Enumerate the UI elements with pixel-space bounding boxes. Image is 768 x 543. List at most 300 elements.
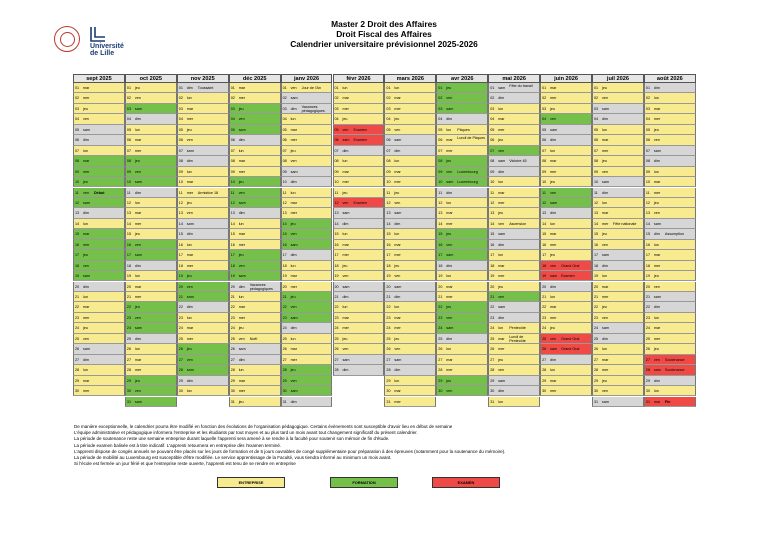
- day-cell: [229, 93, 281, 103]
- weekday-label: jeu: [602, 378, 607, 383]
- day-number: 11: [230, 190, 235, 195]
- weekday-label: sam: [134, 399, 142, 404]
- day-number: 27: [282, 357, 287, 362]
- weekday-label: mer: [134, 221, 142, 226]
- day-cell: [644, 376, 696, 386]
- day-cell: [333, 219, 385, 229]
- day-cell: [384, 302, 436, 312]
- day-cell: [125, 365, 177, 375]
- weekday-label: ven: [446, 315, 453, 320]
- day-number: 03: [75, 106, 80, 111]
- weekday-label: lun: [83, 221, 88, 226]
- weekday-label: mar: [290, 127, 297, 132]
- weekday-label: mer: [83, 169, 90, 174]
- weekday-label: dim: [238, 211, 245, 216]
- weekday-label: ven: [342, 127, 349, 132]
- day-number: 19: [490, 274, 495, 279]
- day-number: 05: [334, 127, 339, 132]
- day-number: 22: [542, 305, 547, 310]
- day-number: 03: [645, 106, 650, 111]
- day-number: 07: [645, 148, 650, 153]
- day-number: 05: [386, 127, 391, 132]
- weekday-label: jeu: [342, 263, 348, 268]
- day-number: 22: [438, 305, 443, 310]
- day-number: 26: [438, 347, 443, 352]
- day-cell: [436, 177, 488, 187]
- day-number: 12: [490, 200, 495, 205]
- weekday-label: mar: [83, 159, 90, 164]
- weekday-label: lun: [602, 347, 607, 352]
- event-label: Examen: [353, 138, 368, 143]
- weekday-label: ven: [83, 117, 89, 122]
- day-cell: [436, 93, 488, 103]
- weekday-label: jeu: [134, 378, 140, 383]
- day-number: 09: [230, 169, 235, 174]
- day-number: 26: [542, 347, 547, 352]
- day-number: 18: [438, 263, 443, 268]
- day-number: 18: [386, 263, 391, 268]
- weekday-label: sam: [134, 253, 142, 258]
- weekday-label: dim: [83, 211, 89, 216]
- day-number: 10: [178, 180, 183, 185]
- weekday-label: mar: [238, 86, 246, 90]
- day-number: 27: [594, 357, 599, 362]
- day-cell: [229, 376, 281, 386]
- weekday-label: mer: [498, 200, 505, 205]
- day-cell: [229, 198, 281, 208]
- weekday-label: sam: [342, 211, 350, 216]
- weekday-label: jeu: [446, 159, 452, 164]
- day-cell: [281, 376, 333, 386]
- weekday-label: sam: [290, 389, 298, 394]
- day-number: 12: [542, 200, 547, 205]
- weekday-label: sam: [83, 347, 90, 352]
- day-cell: [488, 219, 540, 229]
- note-line: La période de soutenance reste une semaine entreprise durant laquelle l'apprenti sera amené à se rendre à la faculté pour soutenir son mémoir de fin d'étude.: [74, 436, 390, 442]
- day-number: 21: [178, 295, 183, 299]
- weekday-label: lun: [238, 221, 244, 226]
- day-cell: [644, 323, 696, 333]
- event-label: Jour de l'An: [301, 86, 321, 90]
- day-number: 08: [438, 159, 443, 164]
- weekday-label: mer: [446, 295, 453, 299]
- day-cell: [281, 167, 333, 177]
- day-number: 09: [178, 169, 183, 174]
- day-cell: [488, 397, 540, 407]
- day-number: 05: [230, 127, 235, 132]
- day-cell: [125, 271, 177, 281]
- weekday-label: ven: [394, 274, 401, 279]
- month-column: [333, 74, 385, 420]
- event-label: Examen: [353, 127, 368, 132]
- weekday-label: mar: [653, 399, 661, 404]
- day-cell: [73, 104, 125, 114]
- day-cell: [229, 397, 281, 407]
- day-number: 24: [230, 326, 235, 331]
- weekday-label: mer: [238, 315, 246, 320]
- weekday-label: jeu: [602, 159, 607, 164]
- day-number: 23: [386, 315, 391, 320]
- weekday-label: jeu: [342, 117, 348, 122]
- weekday-label: ven: [83, 263, 89, 268]
- day-number: 31: [490, 399, 495, 404]
- day-number: 05: [645, 127, 650, 132]
- day-number: 10: [542, 180, 547, 185]
- day-number: 02: [282, 96, 287, 101]
- day-cell: [488, 271, 540, 281]
- day-cell: [436, 292, 488, 302]
- weekday-label: mar: [602, 357, 609, 362]
- note-line: La période examen balisée est à titre indicatif. L'apprenti retournera en entreprise dès l'examen terminé.: [74, 442, 282, 448]
- day-cell: [177, 344, 229, 354]
- weekday-label: jeu: [653, 200, 659, 205]
- day-cell: [73, 292, 125, 302]
- weekday-label: sam: [290, 242, 298, 247]
- day-cell: [177, 93, 229, 103]
- day-number: 10: [334, 180, 339, 185]
- day-number: 18: [334, 263, 339, 268]
- day-cell: [125, 146, 177, 156]
- day-cell: [73, 271, 125, 281]
- day-number: 20: [490, 284, 495, 289]
- day-number: 13: [334, 211, 339, 216]
- day-number: 11: [490, 190, 495, 195]
- day-cell: [281, 135, 333, 145]
- day-cell: [281, 250, 333, 260]
- day-cell: [384, 397, 436, 407]
- day-number: 18: [126, 263, 131, 268]
- weekday-label: mer: [550, 389, 557, 394]
- day-number: 22: [386, 305, 391, 310]
- day-number: 25: [438, 336, 443, 341]
- event-label: Pentecôte: [509, 326, 526, 331]
- day-cell: [73, 114, 125, 124]
- day-cell: [540, 323, 592, 333]
- day-cell: [644, 135, 696, 145]
- title-line-3: Calendrier universitaire prévisionnel 2025-2026: [290, 39, 478, 49]
- day-number: 12: [178, 200, 183, 205]
- weekday-label: mar: [550, 159, 557, 164]
- day-cell: [592, 282, 644, 292]
- legend-formation: FORMATION: [330, 477, 398, 488]
- event-label: Luxembourg: [457, 169, 478, 174]
- day-cell: [644, 93, 696, 103]
- weekday-label: ven: [498, 221, 505, 226]
- day-number: 19: [334, 274, 339, 279]
- weekday-label: mar: [342, 315, 349, 320]
- day-number: 01: [438, 86, 443, 90]
- day-number: 29: [438, 378, 443, 383]
- weekday-label: jeu: [498, 211, 504, 216]
- day-cell: [229, 146, 281, 156]
- weekday-label: dim: [550, 138, 557, 143]
- day-cell: [488, 125, 540, 135]
- day-number: 03: [490, 106, 495, 111]
- day-number: 30: [490, 389, 495, 394]
- day-number: 29: [230, 378, 235, 383]
- weekday-label: jeu: [394, 263, 400, 268]
- day-cell: [281, 229, 333, 239]
- day-number: 12: [230, 200, 235, 205]
- day-number: 15: [490, 232, 495, 237]
- day-cell: [73, 355, 125, 365]
- day-cell: [177, 313, 229, 323]
- weekday-label: ven: [290, 159, 297, 164]
- day-number: 16: [75, 242, 80, 247]
- weekday-label: jeu: [498, 357, 504, 362]
- day-number: 12: [438, 200, 443, 205]
- day-number: 23: [490, 315, 495, 320]
- day-cell: [73, 93, 125, 103]
- note-line: L'équipe administrative et pédagogique informera l'entreprise et les étudiants par tout moyen et au plus tard un mois avant tout changement significatif du présent calendrier.: [74, 430, 418, 436]
- day-number: 14: [542, 221, 547, 226]
- day-number: 30: [230, 389, 235, 394]
- day-number: 22: [178, 305, 183, 310]
- day-number: 01: [645, 86, 650, 90]
- day-cell: [488, 323, 540, 333]
- day-number: 11: [438, 190, 443, 195]
- weekday-label: lun: [498, 253, 504, 258]
- weekday-label: ven: [290, 378, 297, 383]
- day-cell: [592, 397, 644, 407]
- day-cell: [333, 93, 385, 103]
- day-number: 30: [282, 389, 287, 394]
- weekday-label: mer: [602, 368, 609, 373]
- day-number: 15: [386, 232, 391, 237]
- weekday-label: sam: [238, 347, 246, 352]
- weekday-label: mar: [550, 378, 557, 383]
- day-number: 11: [178, 190, 183, 195]
- weekday-label: dim: [498, 169, 505, 174]
- weekday-label: ven: [498, 295, 505, 299]
- day-number: 08: [645, 159, 650, 164]
- day-number: 16: [438, 242, 443, 247]
- day-cell: [229, 125, 281, 135]
- weekday-label: ven: [602, 315, 608, 320]
- day-number: 20: [438, 284, 443, 289]
- weekday-label: mar: [602, 138, 609, 143]
- day-number: 09: [438, 169, 443, 174]
- weekday-label: ven: [653, 284, 660, 289]
- weekday-label: mar: [653, 106, 661, 111]
- day-number: 23: [282, 315, 287, 320]
- weekday-label: jeu: [290, 295, 296, 299]
- day-cell: [592, 219, 644, 229]
- day-number: 08: [126, 159, 131, 164]
- weekday-label: mar: [602, 211, 609, 216]
- weekday-label: lun: [186, 169, 192, 174]
- day-number: 15: [282, 232, 287, 237]
- day-cell: [333, 229, 385, 239]
- day-number: 01: [126, 86, 131, 90]
- weekday-label: ven: [238, 263, 245, 268]
- day-number: 09: [490, 169, 495, 174]
- weekday-label: ven: [134, 315, 141, 320]
- weekday-label: mer: [550, 169, 557, 174]
- day-cell: [436, 386, 488, 396]
- day-cell: [592, 198, 644, 208]
- day-cell: [281, 83, 333, 93]
- day-cell: [177, 292, 229, 302]
- day-number: 29: [75, 378, 80, 383]
- day-number: 24: [490, 326, 495, 331]
- weekday-label: dim: [446, 263, 453, 268]
- day-number: 15: [126, 232, 131, 237]
- day-cell: [177, 219, 229, 229]
- weekday-label: dim: [602, 263, 608, 268]
- day-number: 17: [75, 253, 80, 258]
- day-number: 11: [645, 190, 650, 195]
- weekday-label: sam: [290, 169, 298, 174]
- day-cell: [436, 302, 488, 312]
- day-number: 11: [594, 190, 598, 195]
- day-cell: [333, 188, 385, 198]
- page-titles: [0, 19, 768, 49]
- weekday-label: lun: [446, 347, 452, 352]
- weekday-label: lun: [394, 378, 400, 383]
- day-number: 27: [645, 357, 650, 362]
- day-number: 07: [230, 148, 235, 153]
- day-cell: [384, 167, 436, 177]
- day-number: 24: [178, 326, 183, 331]
- weekday-label: mer: [394, 253, 401, 258]
- weekday-label: jeu: [446, 378, 452, 383]
- day-cell: [281, 208, 333, 218]
- day-number: 19: [594, 274, 599, 279]
- day-number: 19: [126, 274, 131, 279]
- weekday-label: mar: [550, 232, 557, 237]
- day-cell: [125, 302, 177, 312]
- day-number: 31: [386, 399, 391, 404]
- day-cell: [384, 313, 436, 323]
- weekday-label: ven: [602, 96, 608, 101]
- day-number: 13: [490, 211, 495, 216]
- month-header: sept 2025: [73, 74, 125, 83]
- event-label: Grand Oral: [561, 347, 580, 352]
- weekday-label: mer: [290, 138, 297, 143]
- day-cell: [177, 114, 229, 124]
- day-number: 13: [282, 211, 287, 216]
- day-cell: [384, 271, 436, 281]
- day-number: 15: [438, 232, 443, 237]
- day-cell: [281, 344, 333, 354]
- weekday-label: sam: [446, 326, 454, 331]
- day-cell: [333, 83, 385, 93]
- weekday-label: dim: [290, 180, 297, 185]
- day-cell: [644, 397, 696, 407]
- day-cell: [229, 334, 281, 344]
- day-number: 14: [178, 221, 183, 226]
- day-cell: [488, 208, 540, 218]
- day-cell: [177, 125, 229, 135]
- weekday-label: dim: [134, 117, 141, 122]
- day-cell: [488, 188, 540, 198]
- weekday-label: lun: [602, 127, 607, 132]
- day-cell: [540, 386, 592, 396]
- weekday-label: lun: [446, 200, 452, 205]
- day-number: 31: [282, 399, 287, 404]
- day-number: 06: [490, 138, 495, 143]
- month-column: [488, 74, 540, 420]
- day-cell: [125, 156, 177, 166]
- day-cell: [281, 104, 333, 114]
- weekday-label: mar: [446, 357, 453, 362]
- day-number: 19: [438, 274, 443, 279]
- weekday-label: sam: [342, 357, 350, 362]
- day-number: 21: [386, 295, 391, 299]
- weekday-label: lun: [186, 389, 192, 394]
- day-cell: [73, 261, 125, 271]
- day-number: 17: [230, 253, 235, 258]
- weekday-label: mer: [238, 389, 246, 394]
- legend-examen: EXAMEN: [432, 477, 500, 488]
- day-cell: [125, 208, 177, 218]
- day-cell: [384, 83, 436, 93]
- day-number: 19: [75, 274, 80, 279]
- weekday-label: dim: [602, 190, 608, 195]
- day-number: 28: [594, 368, 599, 373]
- day-number: 15: [594, 232, 599, 237]
- weekday-label: jeu: [394, 190, 400, 195]
- day-cell: [177, 104, 229, 114]
- weekday-label: mer: [83, 242, 90, 247]
- day-number: 31: [126, 399, 131, 404]
- day-cell: [592, 114, 644, 124]
- day-number: 16: [542, 242, 547, 247]
- day-cell: [592, 355, 644, 365]
- notes-block: [74, 424, 714, 467]
- day-cell: [488, 250, 540, 260]
- weekday-label: dim: [134, 263, 141, 268]
- event-label: Luxembourg: [457, 180, 478, 185]
- weekday-label: mar: [238, 159, 246, 164]
- event-label: Noël: [249, 336, 258, 341]
- day-cell: [540, 167, 592, 177]
- day-number: 16: [126, 242, 131, 247]
- weekday-label: ven: [238, 117, 245, 122]
- weekday-label: mer: [394, 399, 401, 404]
- day-cell: [592, 135, 644, 145]
- day-number: 24: [645, 326, 650, 331]
- event-label: Grand Oral: [561, 336, 580, 341]
- day-cell: [125, 135, 177, 145]
- day-number: 07: [282, 148, 287, 153]
- weekday-label: mer: [186, 263, 194, 268]
- day-number: 21: [75, 295, 80, 299]
- day-number: 21: [126, 295, 131, 299]
- day-number: 05: [594, 127, 599, 132]
- weekday-label: ven: [550, 190, 557, 195]
- weekday-label: ven: [653, 357, 660, 362]
- day-number: 14: [386, 221, 391, 226]
- day-cell: [540, 219, 592, 229]
- day-cell: [333, 344, 385, 354]
- weekday-label: lun: [653, 389, 659, 394]
- day-cell: [281, 198, 333, 208]
- day-cell: [488, 83, 540, 93]
- weekday-label: dim: [602, 336, 608, 341]
- day-number: 04: [75, 117, 80, 122]
- day-cell: [540, 156, 592, 166]
- weekday-label: mer: [653, 117, 661, 122]
- weekday-label: lun: [550, 148, 556, 153]
- day-number: 20: [645, 284, 650, 289]
- weekday-label: lun: [653, 242, 659, 247]
- day-number: 13: [438, 211, 443, 216]
- day-cell: [125, 344, 177, 354]
- day-number: 28: [230, 368, 235, 373]
- day-cell: [229, 229, 281, 239]
